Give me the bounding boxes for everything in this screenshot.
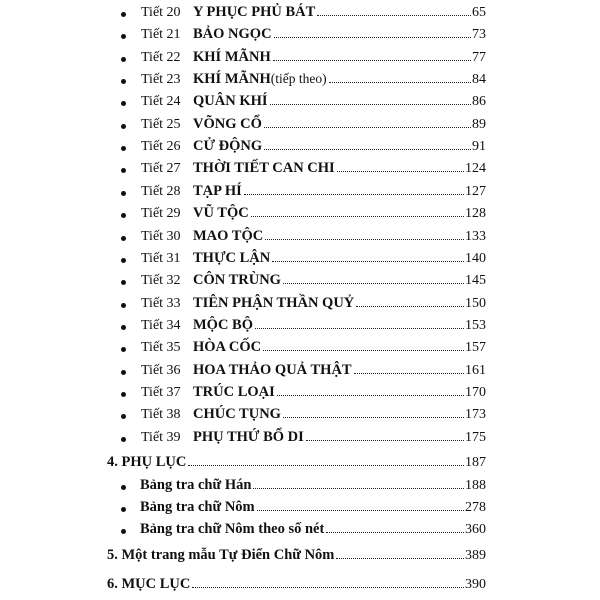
- toc-entry: [0, 25, 600, 45]
- entry-title: CHÚC TỤNG: [193, 406, 281, 423]
- dot-leader: [354, 372, 464, 374]
- page-number: 187: [465, 455, 486, 470]
- lesson-label: Tiết 34: [141, 317, 181, 333]
- entry-title: CÔN TRÙNG: [193, 272, 281, 289]
- entry-line: [140, 497, 486, 518]
- page-number: 133: [465, 228, 486, 244]
- entry-line: [193, 136, 486, 157]
- entry-line: [193, 404, 486, 425]
- toc-entry: [0, 575, 600, 595]
- bullet-icon: [121, 191, 126, 196]
- dot-leader: [192, 586, 464, 588]
- toc-entry: [0, 498, 600, 518]
- entry-line: [193, 382, 486, 403]
- entry-line: [140, 519, 486, 540]
- entry-title: KHÍ MÃNH: [193, 48, 271, 65]
- page-number: 150: [465, 295, 486, 311]
- entry-line: [193, 47, 486, 68]
- entry-line: [193, 337, 486, 358]
- lesson-label: Tiết 32: [141, 273, 181, 289]
- dot-leader: [251, 215, 464, 217]
- page-number: 153: [465, 317, 486, 333]
- dot-leader: [257, 509, 464, 511]
- entry-line: [193, 114, 486, 135]
- entry-subtitle: (tiếp theo): [270, 71, 327, 87]
- dot-leader: [264, 148, 471, 150]
- dot-leader: [263, 349, 464, 351]
- dot-leader: [265, 238, 464, 240]
- dot-leader: [283, 282, 464, 284]
- entry-line: [193, 427, 486, 448]
- entry-title: MỘC BỘ: [193, 316, 254, 333]
- page-number: 170: [465, 384, 486, 400]
- lesson-label: Tiết 23: [141, 72, 181, 88]
- page-number: 128: [465, 206, 486, 222]
- bullet-icon: [121, 34, 126, 39]
- toc-entry: [0, 546, 600, 566]
- lesson-label: Tiết 27: [141, 161, 181, 177]
- toc-entry: [0, 227, 600, 247]
- bullet-icon: [121, 213, 126, 218]
- bullet-icon: [121, 124, 126, 129]
- bullet-icon: [121, 101, 126, 106]
- page-number: 124: [465, 161, 486, 177]
- entry-title: Y PHỤC PHỦ BÁT: [193, 4, 316, 20]
- toc-entry: [0, 476, 600, 496]
- bullet-icon: [121, 437, 126, 442]
- toc-entry: [0, 70, 600, 90]
- lesson-label: Tiết 28: [141, 183, 181, 199]
- dot-leader: [277, 394, 464, 396]
- page-number: 145: [465, 273, 486, 289]
- entry-line: [193, 91, 486, 112]
- dot-leader: [337, 170, 464, 172]
- entry-title: TRÚC LOẠI: [193, 383, 275, 400]
- lesson-label: Tiết 31: [141, 250, 181, 266]
- entry-title: HÒA CỐC: [193, 339, 262, 356]
- toc-entry: [0, 137, 600, 157]
- toc-entry: [0, 361, 600, 381]
- page-number: 173: [465, 407, 486, 423]
- entry-title: CỬ ĐỘNG: [193, 138, 263, 155]
- bullet-icon: [121, 146, 126, 151]
- entry-line: [193, 158, 486, 179]
- page-number: 360: [465, 522, 486, 537]
- toc-entry: [0, 294, 600, 314]
- entry-title: TIÊN PHẬN THẦN QUỶ: [193, 294, 355, 311]
- page-number: 127: [465, 183, 486, 199]
- toc-entry: [0, 520, 600, 540]
- page-number: 389: [465, 548, 486, 563]
- bullet-icon: [121, 392, 126, 397]
- lesson-label: Tiết 35: [141, 340, 181, 356]
- entry-title: 4. PHỤ LỤC: [107, 454, 187, 470]
- page-number: 73: [472, 27, 486, 43]
- bullet-icon: [121, 79, 126, 84]
- entry-line: [193, 315, 486, 336]
- page-number: 390: [465, 577, 486, 592]
- toc-entry: [0, 204, 600, 224]
- entry-line: [193, 270, 486, 291]
- lesson-label: Tiết 33: [141, 295, 181, 311]
- dot-leader: [326, 531, 464, 533]
- dot-leader: [255, 327, 464, 329]
- toc-entry: [0, 405, 600, 425]
- dot-leader: [306, 439, 464, 441]
- entry-line: [193, 293, 486, 314]
- entry-title: VÕNG CỔ: [193, 115, 262, 132]
- entry-line: [140, 475, 486, 496]
- entry-title: Bảng tra chữ Nôm theo số nét: [140, 521, 325, 537]
- dot-leader: [336, 557, 464, 559]
- entry-line: [193, 360, 486, 381]
- lesson-label: Tiết 20: [141, 5, 181, 20]
- entry-title: KHÍ MÃNH: [193, 71, 271, 88]
- lesson-label: Tiết 21: [141, 27, 181, 43]
- entry-title: THỰC LẬN: [193, 249, 271, 266]
- lesson-label: Tiết 22: [141, 49, 181, 65]
- toc-entry: [0, 115, 600, 135]
- dot-leader: [356, 305, 464, 307]
- page-number: 140: [465, 250, 486, 266]
- page-number: 77: [472, 49, 486, 65]
- entry-line: [193, 24, 486, 45]
- entry-title: 5. Một trang mẫu Tự Điển Chữ Nôm: [107, 547, 335, 563]
- page-number: 91: [472, 139, 486, 155]
- bullet-icon: [121, 57, 126, 62]
- bullet-icon: [121, 303, 126, 308]
- entry-title: VŨ TỘC: [193, 205, 249, 222]
- toc-entry: [0, 159, 600, 179]
- dot-leader: [274, 36, 471, 38]
- toc-entry: [0, 182, 600, 202]
- dot-leader: [244, 193, 464, 195]
- entry-title: PHỤ THỨ BỔ DI: [193, 428, 304, 445]
- bullet-icon: [121, 258, 126, 263]
- lesson-label: Tiết 26: [141, 139, 181, 155]
- lesson-label: Tiết 29: [141, 206, 181, 222]
- entry-title: TẠP HÍ: [193, 182, 242, 199]
- toc-entry: [0, 92, 600, 112]
- entry-line: [193, 181, 486, 202]
- lesson-label: Tiết 38: [141, 407, 181, 423]
- page-number: 188: [465, 478, 486, 493]
- page-number: 89: [472, 116, 486, 132]
- page-number: 65: [472, 5, 486, 20]
- entry-line: [107, 574, 486, 595]
- entry-line: [193, 248, 486, 269]
- bullet-icon: [121, 529, 126, 534]
- toc-entry: [0, 453, 600, 473]
- dot-leader: [264, 126, 471, 128]
- bullet-icon: [121, 280, 126, 285]
- page-number: 161: [465, 362, 486, 378]
- page-number: 84: [472, 72, 486, 88]
- page-number: 278: [465, 500, 486, 515]
- lesson-label: Tiết 25: [141, 116, 181, 132]
- toc-entry: [0, 383, 600, 403]
- entry-line: [193, 2, 486, 23]
- toc-entry: [0, 271, 600, 291]
- lesson-label: Tiết 36: [141, 362, 181, 378]
- toc-entry: [0, 3, 600, 23]
- bullet-icon: [121, 414, 126, 419]
- toc-entry: [0, 428, 600, 448]
- entry-title: THỜI TIẾT CAN CHI: [193, 160, 335, 177]
- entry-title: QUÂN KHÍ: [193, 93, 268, 110]
- dot-leader: [329, 81, 471, 83]
- dot-leader: [188, 464, 464, 466]
- dot-leader: [253, 487, 464, 489]
- bullet-icon: [121, 507, 126, 512]
- lesson-label: Tiết 24: [141, 94, 181, 110]
- bullet-icon: [121, 347, 126, 352]
- toc-entry: [0, 316, 600, 336]
- dot-leader: [283, 416, 464, 418]
- bullet-icon: [121, 168, 126, 173]
- entry-line: [193, 203, 486, 224]
- lesson-label: Tiết 39: [141, 429, 181, 445]
- bullet-icon: [121, 485, 126, 490]
- dot-leader: [272, 260, 464, 262]
- entry-title: 6. MỤC LỤC: [107, 576, 191, 592]
- page-number: 86: [472, 94, 486, 110]
- entry-line: [193, 69, 486, 90]
- entry-title: Bảng tra chữ Nôm: [140, 499, 255, 515]
- bullet-icon: [121, 325, 126, 330]
- dot-leader: [317, 14, 471, 16]
- entry-title: MAO TỘC: [193, 227, 264, 244]
- bullet-icon: [121, 236, 126, 241]
- toc-entry: [0, 338, 600, 358]
- lesson-label: Tiết 37: [141, 384, 181, 400]
- entry-title: Bảng tra chữ Hán: [140, 477, 252, 493]
- entry-line: [193, 226, 486, 247]
- dot-leader: [273, 59, 471, 61]
- bullet-icon: [121, 12, 126, 17]
- page-number: 157: [465, 340, 486, 356]
- lesson-label: Tiết 30: [141, 228, 181, 244]
- dot-leader: [270, 103, 471, 105]
- entry-line: [107, 545, 486, 566]
- entry-title: HOA THẢO QUẢ THẬT: [193, 361, 352, 378]
- bullet-icon: [121, 370, 126, 375]
- toc-entry: [0, 249, 600, 269]
- entry-line: [107, 452, 486, 473]
- page-number: 175: [465, 429, 486, 445]
- entry-title: BẢO NGỌC: [193, 26, 272, 43]
- toc-entry: [0, 48, 600, 68]
